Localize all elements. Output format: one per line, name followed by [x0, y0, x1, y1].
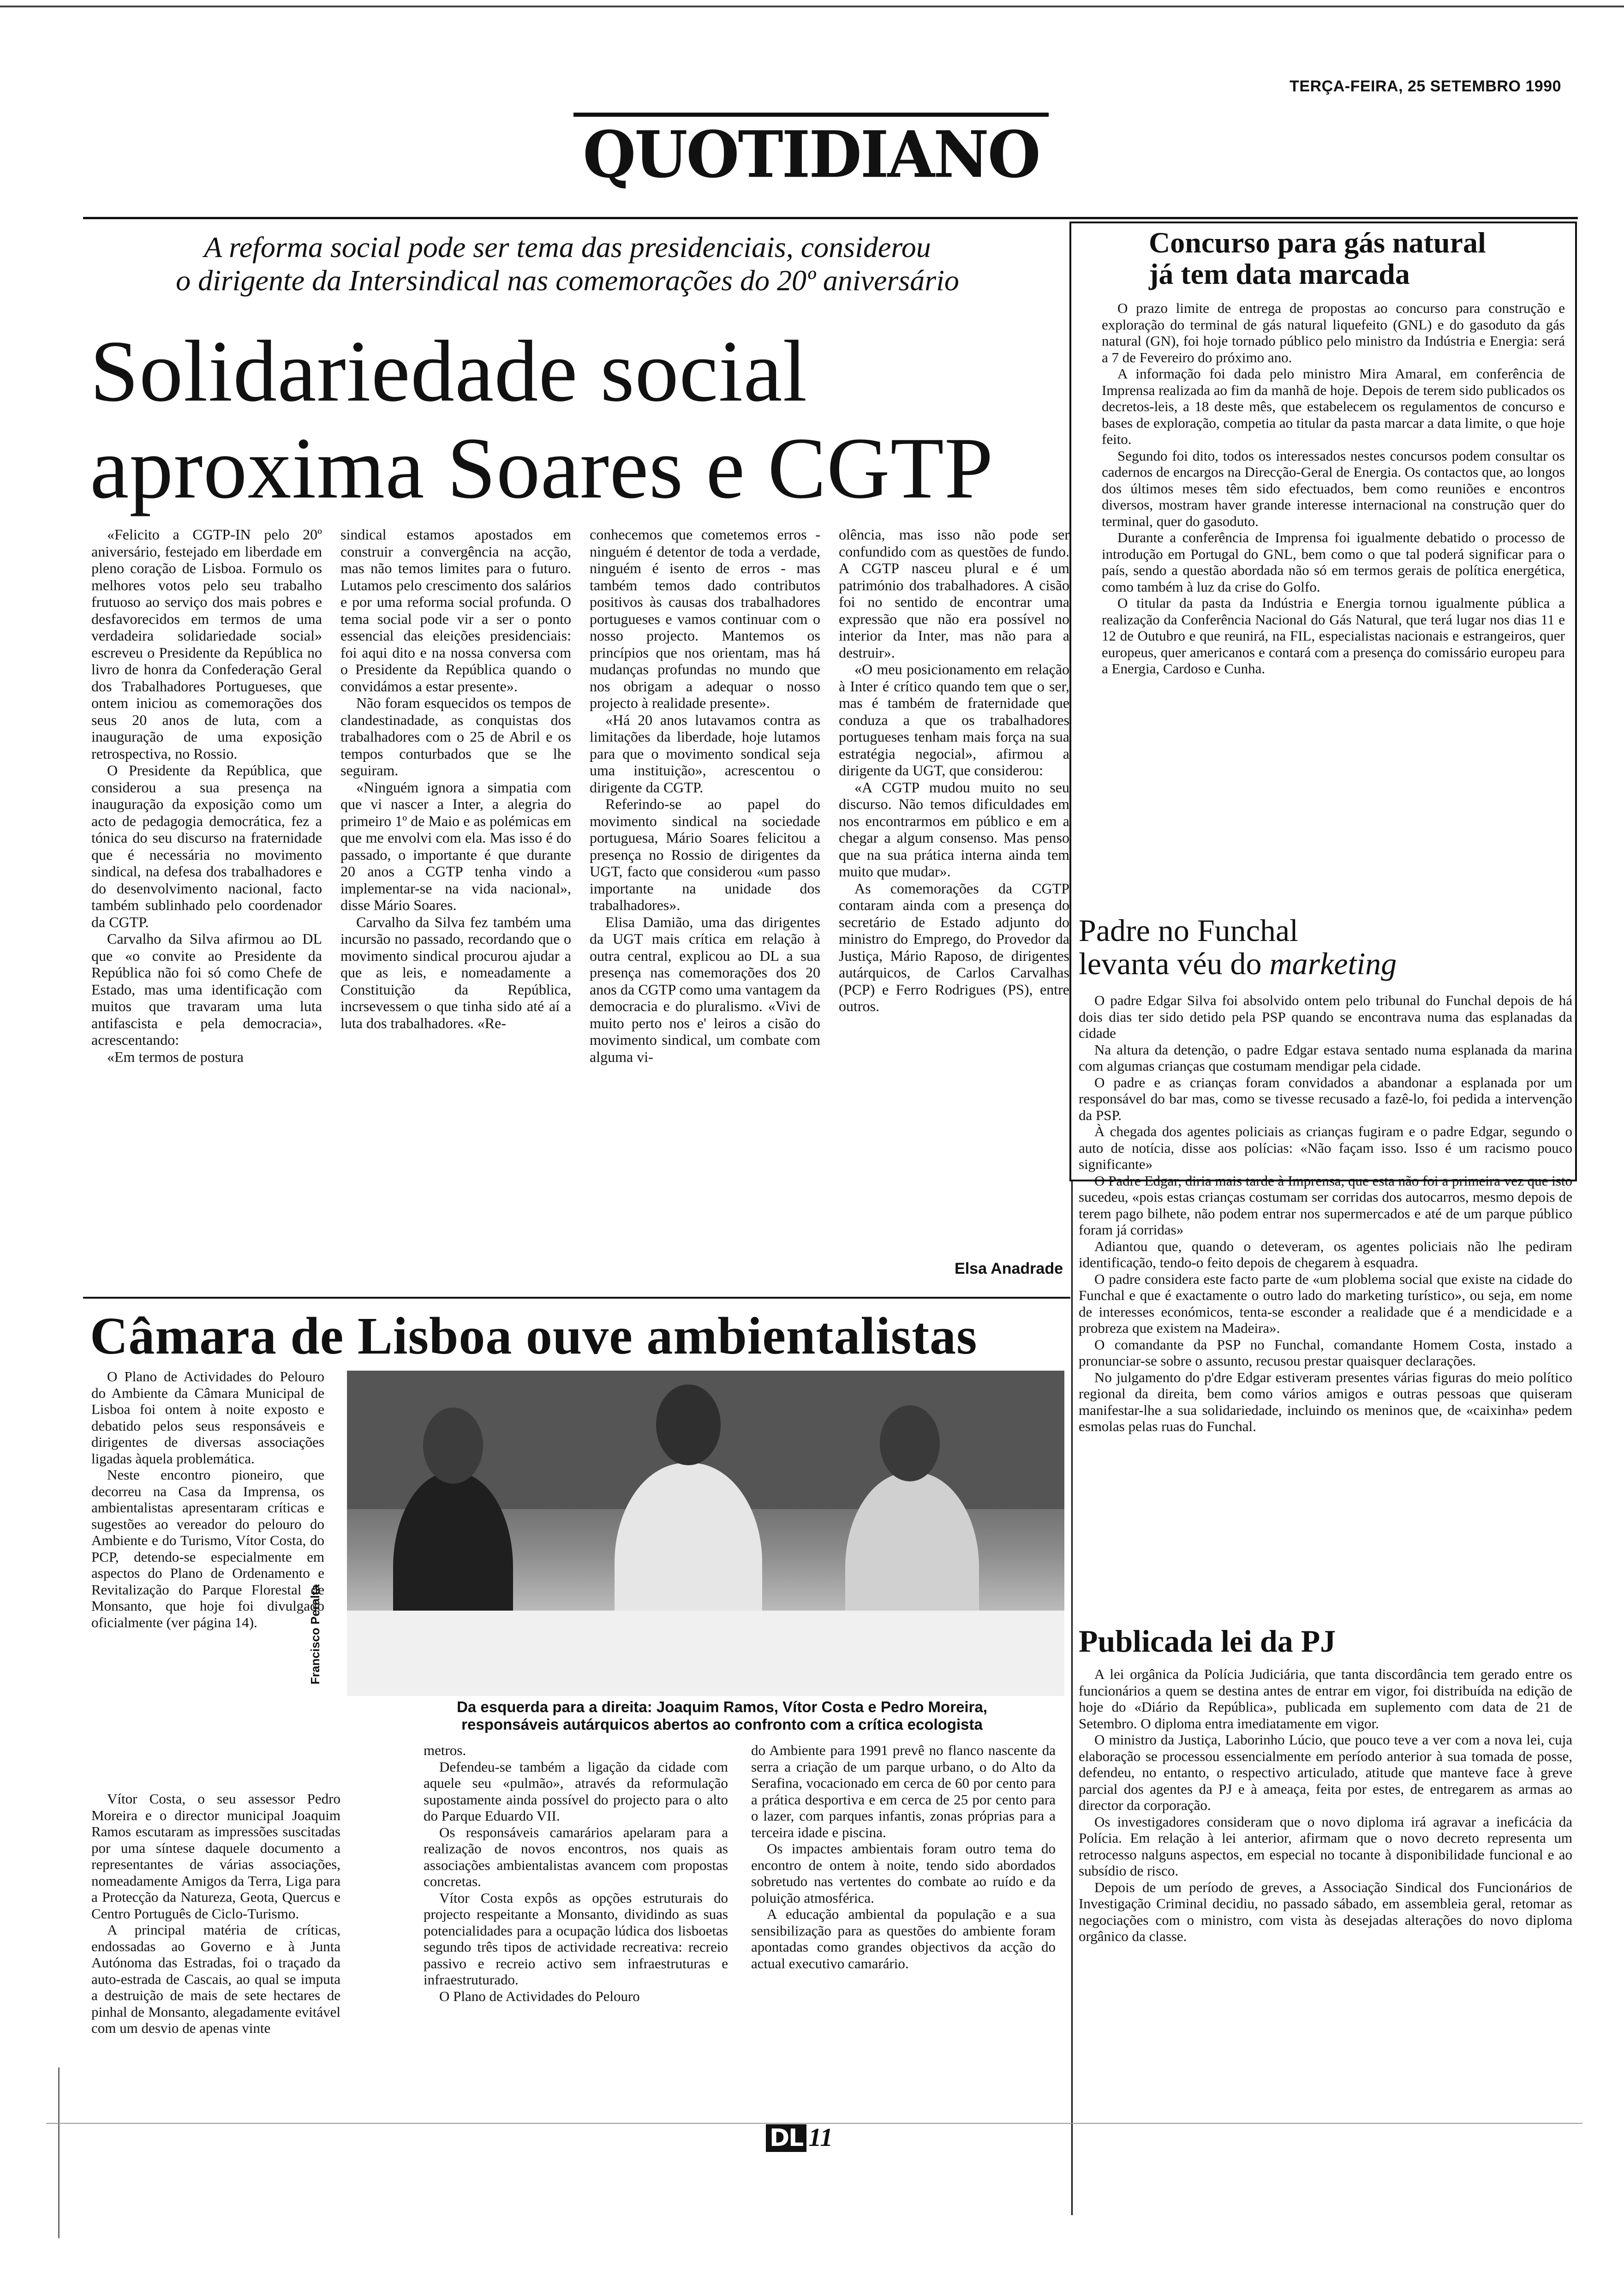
padre-title-line-2-prefix: levanta véu do: [1079, 946, 1270, 981]
photo-caption-line-1: Da esquerda para a direita: Joaquim Ramos, Vítor Costa e Pedro Moreira,: [457, 1698, 987, 1715]
padre-paragraph: O padre Edgar Silva foi absolvido ontem pelo tribunal do Funchal depois de há dois dias ter sido detido pela PSP quando se encontrava numa das esplanadas da cidade: [1079, 992, 1572, 1041]
person-right-head: [880, 1405, 940, 1481]
padre-paragraph: O Padre Edgar, diria mais tarde à Imprensa, que esta não foi a primeira vez que isto sucedeu, «pois estas crianças costumam ser corridas dos autocarros, mesmo depois de terem pago bilhete, não podem entrar nos supermercados e até de um parque público foram já corridas»: [1079, 1172, 1572, 1238]
photo-credit: Francisco Peralta: [308, 1584, 322, 1684]
column-divider-left: [1071, 1181, 1073, 2215]
camara-col1b-paragraph: Vítor Costa, o seu assessor Pedro Moreira e o director municipal Joaquim Ramos escutaram as impressões suscitadas por uma síntese daquele documento a representantes de várias associações, nomeadamente Amigos da Terra, Liga para a Protecção da Natureza, Geota, Quercus e Centro Português de Ciclo-Turismo.: [91, 1791, 340, 1922]
pj-paragraph: O ministro da Justiça, Laborinho Lúcio, que pouco teve a ver com a nova lei, cuja elaboração se processou essencialmente em período anterior à sua tomada de posse, defendeu, no entanto, o respectivo articulado, atitude que manteve face à greve parcial dos agentes da PJ e à ameaça, feita por estes, de entregarem as armas ao director da corporação.: [1079, 1732, 1572, 1813]
person-center-head: [656, 1384, 721, 1465]
lead-byline: Elsa Anadrade: [955, 1260, 1063, 1277]
lead-col1-paragraph: Carvalho da Silva afirmou ao DL que «o convite ao Presidente da República não foi só como Chefe de Estado, mas uma identificação com muitos que travaram uma luta antifascista e pela democracia», acrescentando:: [91, 930, 322, 1048]
padre-title-line-2: [1079, 947, 1572, 980]
camara-col2-paragraph: metros.: [424, 1742, 466, 1758]
lead-kicker-line-2: o dirigente da Intersindical nas comemorações do 20º aniversário: [176, 264, 959, 297]
pj-paragraph: A lei orgânica da Polícia Judiciária, que tanta discordância tem gerado entre os funcionários a quem se destina antes de entrar em vigor, foi distribuída na edição de hoje do «Diário da República», publicada em suplemento com data de 21 de Setembro. O diploma entra imediatamente em vigor.: [1079, 1666, 1572, 1732]
lead-col4-paragraph: «A CGTP mudou muito no seu discurso. Não temos dificuldades em nos encontrarmos em público e em a chegar a algum consenso. Mas penso que na sua prática interna ainda tem muito que mudar».: [839, 779, 1069, 880]
lead-col1-paragraph: «Felicito a CGTP-IN pelo 20º aniversário, festejado em liberdade em pleno coração de Lisboa. Formulo os melhores votos pelo seu trabalho frutuoso ao serviço dos mais pobres e desfavorecidos em termos de uma verdadeira solidariedade social» escreveu o Presidente da República no livro de honra da Confederação Geral dos Trabalhadores Portugueses, que ontem iniciou as comemorações dos seus 20 anos de luta, com a inauguração de uma exposição retrospectiva, no Rossio.: [91, 526, 322, 762]
camara-col2-paragraph: O Plano de Actividades do Pelouro: [439, 1988, 640, 2004]
camara-col2-paragraph: Os responsáveis camarários apelaram para a realização de novos encontros, nos quais as associações ambientalistas avancem com propostas concretas.: [424, 1824, 728, 1889]
lead-col1-paragraph: «Em termos de postura: [107, 1048, 244, 1065]
gas-title-line-1: Concurso para gás natural: [1149, 226, 1486, 259]
lead-col3-paragraph: conhecemos que cometemos erros - ninguém é detentor de toda a verdade, ninguém é isento de erros - mas também temos dado contributos positivos às causas dos trabalhadores portugueses e vamos continuar com o nosso projecto. Mantemos os princípios que nos orientam, mas há mudanças profundas no mundo que nos obrigam a adequar o nosso projecto à realidade presente».: [590, 526, 820, 711]
footer-logo: DL: [766, 2124, 806, 2152]
lead-col2-paragraph: sindical estamos apostados em construir a convergência na acção, mas não temos limites para o futuro. Lutamos pelo crescimento dos salários e por uma reforma social profunda. O tema social pode vir a ser o ponto essencial das eleições presidenciais: foi aqui dito e na nossa conversa com o Presidente da República quando o convidámos a estar presente».: [340, 526, 571, 695]
top-edge-rule: [0, 6, 1624, 7]
lead-column-1: [91, 526, 322, 1283]
padre-paragraph: Na altura da detenção, o padre Edgar estava sentado numa esplanada da marina com algumas crianças que costumam mendigar pela cidade.: [1079, 1041, 1572, 1074]
pj-paragraph: Depois de um período de greves, a Associação Sindical dos Funcionários de Investigação Criminal decidiu, no passado sábado, em assembleia geral, retomar as negociações com o ministro, com vista às desejadas alterações do novo diploma orgânico da classe.: [1079, 1879, 1572, 1944]
camara-column-1b: [91, 1791, 340, 2252]
lead-col3-paragraph: Referindo-se ao papel do movimento sindical na sociedade portuguesa, Mário Soares felicitou a presença no Rossio de dirigentes da UGT, facto que considerou «um passo importante na unidade dos trabalhadores».: [590, 796, 820, 913]
padre-paragraph: O padre e as crianças foram convidados a abandonar a esplanada por um responsável do bar mas, como se tivesse recusado a fazê-lo, foi pedida a intervenção da PSP.: [1079, 1074, 1572, 1123]
gas-title: [1149, 227, 1564, 290]
gas-paragraph: Durante a conferência de Imprensa foi igualmente debatido o processo de introdução em Portugal do GNL, bem como o que tal poderá significar para o país, sendo a questão abordada não só em termos gerais de política energética, como também à luz da crise do Golfo.: [1102, 529, 1565, 595]
gas-box-right-rule: [1575, 222, 1577, 1181]
photo-caption-line-2: responsáveis autárquicos abertos ao confronto com a crítica ecologista: [461, 1716, 983, 1733]
gas-box-top-rule: [1069, 222, 1577, 223]
camara-col3-paragraph: A educação ambiental da população e a sua sensibilização para as questões do ambiente foram apontadas como grandes objectivos da acção do actual executivo camarário.: [751, 1906, 1056, 1971]
camara-column-2: [424, 1742, 728, 2204]
photo-caption: [376, 1698, 1068, 1733]
lead-headline-line-2: aproxima Soares e CGTP: [90, 420, 994, 517]
footer: [766, 2123, 833, 2160]
lead-headline-line-1: Solidariedade social: [90, 323, 808, 420]
page-date: TERÇA-FEIRA, 25 SETEMBRO 1990: [1290, 78, 1561, 95]
camara-col2-paragraph: Vítor Costa expôs as opções estruturais do projecto respeitante a Monsanto, dividindo as suas potencialidades para a ocupação lúdica dos lisboetas segundo três tipos de actividade recreativa: recreio passivo e recreio activo sem infraestruturas e infraestruturado.: [424, 1889, 728, 1988]
camara-col3-paragraph: Os impactes ambientais foram outro tema do encontro de ontem à noite, tendo sido abordados sobretudo nas vertentes do combate ao ruído e da poluição atmosférica.: [751, 1840, 1056, 1906]
padre-title-line-2-em: marketing: [1269, 946, 1397, 981]
masthead-rule-top: [573, 113, 1049, 117]
lead-col3-paragraph: Elisa Damião, uma das dirigentes da UGT mais crítica em relação à outra central, explicou ao DL a sua presença nas comemorações dos 20 anos da CGTP como uma vantagem da democracia e do pluralismo. «Vivi de muito perto nos e' leiros a cisão do movimento sindical, um combate com alguma vi-: [590, 913, 820, 1065]
gas-paragraph: A informação foi dada pelo ministro Mira Amaral, em conferência de Imprensa realizada ao fim da manhã de hoje. Depois de terem sido publicados os decretos-leis, a 18 deste mês, que estabelecem os regulamentos de concurso e bases de exploração, competia ao titular da pasta marcar a data limite, o que hoje feito.: [1102, 366, 1565, 447]
padre-title-line-1: Padre no Funchal: [1079, 913, 1298, 948]
padre-paragraph: O padre considera este facto parte de «um ploblema social que existe na cidade do Funchal e que é exactamente o outro lado do marketing turístico», ou seja, em nome de interesses económicos, tenta-se esconder a realidade que é a mendicidade e a probreza que existem na Madeira».: [1079, 1270, 1572, 1336]
lead-kicker: [88, 231, 1047, 297]
lead-col2-paragraph: Não foram esquecidos os tempos de clandestinadade, as conquistas dos trabalhadores com o 25 de Abril e os tempos conturbados que se lhe seguiram.: [340, 695, 571, 779]
pj-body: [1079, 1666, 1572, 2266]
lead-col1-paragraph: O Presidente da República, que considerou a sua presença na inauguração da exposição como um acto de pedagogia democrática, fez a tónica do seu discurso na fraternidade que é necessária no movimento sindical, na defesa dos trabalhadores e do desenvolvimento nacional, facto também sublinhado pelo coordenador da CGTP.: [91, 762, 322, 930]
pj-title: Publicada lei da PJ: [1079, 1624, 1336, 1659]
lead-col4-paragraph: «O meu posicionamento em relação à Inter é crítico quando tem que o ser, mas é também de fraternidade que conduza a que os trabalhadores portugueses tenham mais força na sua estratégia negocial», afirmou a dirigente da UGT, que considerou:: [839, 661, 1069, 779]
gas-box-left-rule: [1069, 222, 1071, 1181]
padre-paragraph: O comandante da PSP no Funchal, comandante Homem Costa, instado a pronunciar-se sobre o assunto, recusou prestar quaisquer declarações.: [1079, 1336, 1572, 1369]
lead-col4-paragraph: As comemorações da CGTP contaram ainda com a presença do secretário de Estado adjunto do ministro do Emprego, do Provedor da Justiça, Mário Raposo, de dirigentes autárquicos, de Carlos Carvalhas (PCP) e Ferro Rodrigues (PS), entre outros.: [839, 880, 1069, 1014]
gas-paragraph: Segundo foi dito, todos os interessados nestes concursos podem consultar os cadernos de encargos na Direcção-Geral de Energia. Os contactos que, ao longos dos últimos meses têm sido efectuados, bem como reuniões e encontros diversos, mostram haver grande interesse internacional na construção quer do terminal, quer do gasoduto.: [1102, 447, 1565, 529]
section-title: QUOTIDIANO: [583, 117, 1039, 192]
lead-col2-paragraph: «Ninguém ignora a simpatia com que vi nascer a Inter, a alegria do primeiro 1º de Maio e as polémicas em que me envolvi com ela. Mas isso é do passado, o importante é que durante 20 anos a CGTP tenha vindo a implementar-se na vida nacional», disse Mário Soares.: [340, 779, 571, 913]
camara-headline: Câmara de Lisboa ouve ambientalistas: [90, 1306, 978, 1365]
lead-column-4: [839, 526, 1069, 1251]
camara-photo: [347, 1371, 1064, 1696]
page-number: 11: [808, 2123, 833, 2152]
lead-column-3: [590, 526, 820, 1283]
padre-title: [1079, 914, 1572, 980]
gas-paragraph: O titular da pasta da Indústria e Energia tornou igualmente pública a realização da Conferência Nacional do Gás Natural, que terá lugar nos dias 11 e 12 de Outubro e que reunirá, na FIL, especialistas nacionais e estrangeiros, quer europeus, quer americanos e contará com a presença do comissário europeu para a Energia, Cardoso e Cunha.: [1102, 595, 1565, 677]
left-edge-rule: [58, 2067, 60, 2238]
gas-paragraph: O prazo limite de entrega de propostas ao concurso para construção e exploração do terminal de gás natural liquefeito (GNL) e do gasoduto da gás natural (GN), foi hoje tornado público pelo ministro da Indústria e Energia: será a 7 de Fevereiro do próximo ano.: [1102, 300, 1565, 366]
photo-table: [347, 1611, 1064, 1696]
pj-paragraph: Os investigadores consideram que o novo diploma irá agravar a ineficácia da Polícia. Em relação à lei anterior, afirmam que o novo decreto representa um retrocesso nalguns aspectos, em especial no tocante à disponibilidade funcional e ao subsídio de risco.: [1079, 1813, 1572, 1879]
camara-col2-paragraph: Defendeu-se também a ligação da cidade com aquele seu «pulmão», através da reformulação supostamente ainda possível do projecto para o alto do Parque Eduardo VII.: [424, 1758, 728, 1824]
lead-col2-paragraph: Carvalho da Silva fez também uma incursão no passado, recordando que o movimento sindical procurou ajudar a que as leis, e nomeadamente a Constituição da República, incrsevessem o que tinha sido até aí a luta dos trabalhadores. «Re-: [340, 913, 571, 1031]
padre-paragraph: À chegada dos agentes policiais as crianças fugiram e o padre Edgar, segundo o auto de notícia, disse aos polícias: «Não façam isso. Isso é um racismo pouco significante»: [1079, 1123, 1572, 1172]
camara-col1b-paragraph: A principal matéria de críticas, endossadas ao Governo e à Junta Autónoma das Estradas, foi o traçado da auto-estrada de Cascais, ao qual se imputa a destruição de mais de sete hectares de pinhal de Monsanto, alegadamente evitável com um desvio de apenas vinte: [91, 1922, 340, 2036]
camara-col1a-paragraph: Neste encontro pioneiro, que decorreu na Casa da Imprensa, os ambientalistas apresentaram críticas e sugestões ao vereador do pelouro do Ambiente e do Turismo, Vítor Costa, do PCP, detendo-se especialmente em aspectos do Plano de Ordenamento e Revitalização do Parque Florestal de Monsanto, que hoje foi divulgado oficialmente (ver página 14).: [91, 1467, 324, 1630]
person-left-head: [423, 1408, 483, 1484]
lead-col4-paragraph: olência, mas isso não pode ser confundido com as questões de fundo. A CGTP nasceu plural e é um património dos trabalhadores. A cisão foi no sentido de encontrar uma expressão que não era possível no interior da Inter, mas não para a destruir».: [839, 526, 1069, 661]
gas-title-line-2: já tem data marcada: [1149, 258, 1410, 290]
lead-col3-paragraph: «Há 20 anos lutavamos contra as limitações da liberdade, hoje lutamos para que o movimento sondical seja uma instituição», acrescentou o dirigente da CGTP.: [590, 711, 820, 796]
lead-column-2: [340, 526, 571, 1283]
camara-top-rule: [83, 1297, 1070, 1299]
camara-col1a-paragraph: O Plano de Actividades do Pelouro do Ambiente da Câmara Municipal de Lisboa foi ontem à noite exposto e debatido pelos seus responsáveis e dirigentes de diversas associações ligadas àquela problemática.: [91, 1368, 324, 1467]
camara-col3-paragraph: do Ambiente para 1991 prevê no flanco nascente da serra a criação de um parque urbano, o do Alto da Serafina, vocacionado em cerca de 60 por cento para a prática desportiva e em cerca de 25 por cento para o lazer, com parques infantis, zonas próprias para a terceira idade e piscina.: [751, 1742, 1056, 1840]
masthead-rule-bottom: [83, 217, 1578, 219]
lead-headline: [90, 323, 1068, 517]
padre-paragraph: Adiantou que, quando o deteveram, os agentes policiais não lhe pediram identificação, tendo-o feito depois de chegarem à esquadra.: [1079, 1238, 1572, 1270]
padre-paragraph: No julgamento do p'dre Edgar estiveram presentes várias figuras do meio político regional da direita, bem como vários amigos e outras pessoas que quiseram manifestar-lhe a sua solidariedade, incluindo os meninos que, de «caixinha» pedem esmolas pelas ruas do Funchal.: [1079, 1369, 1572, 1434]
lead-kicker-line-1: A reforma social pode ser tema das presidenciais, considerou: [204, 231, 931, 264]
